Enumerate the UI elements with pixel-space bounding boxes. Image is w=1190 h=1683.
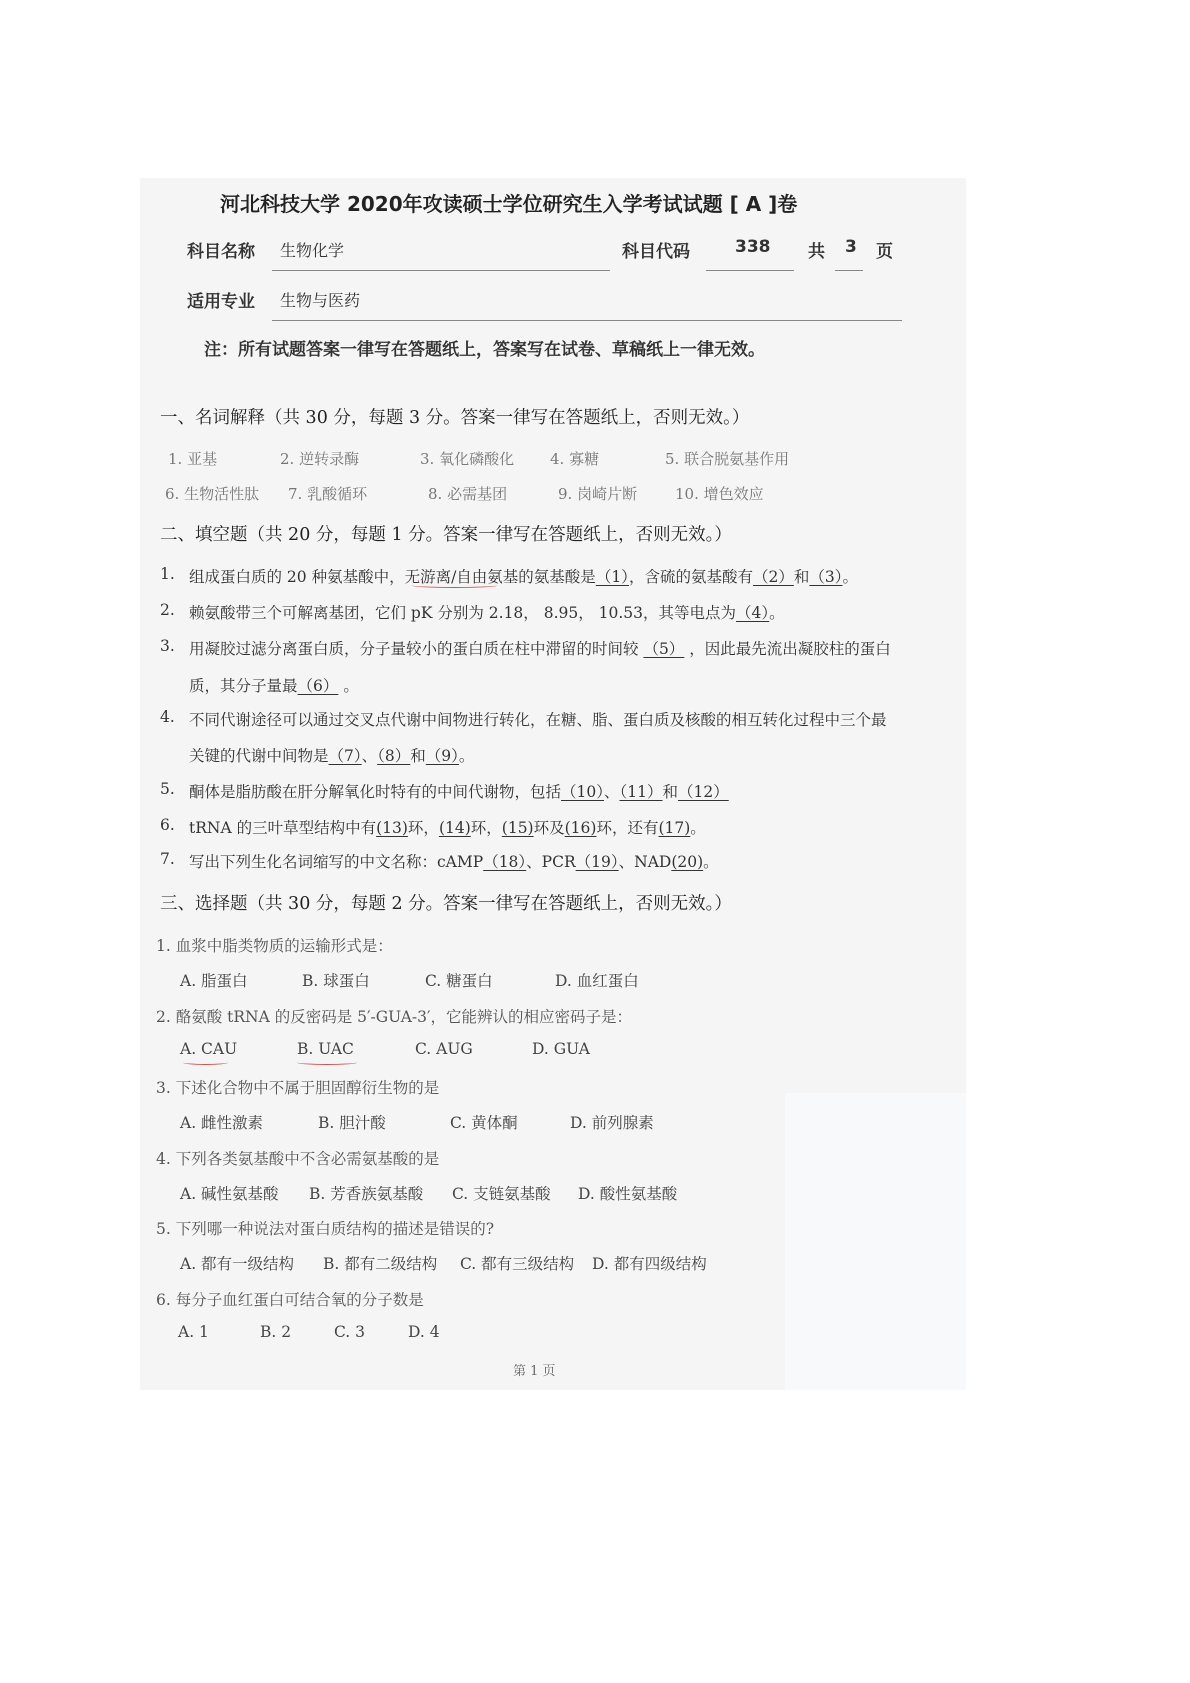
question-number: 5.: [160, 780, 175, 798]
term-item: 3. 氧化磷酸化: [420, 450, 515, 468]
mc-question: 5. 下列哪一种说法对蛋白质结构的描述是错误的?: [156, 1220, 495, 1238]
question-text: 和: [793, 568, 810, 586]
question-text: 关键的代谢中间物是: [189, 747, 329, 765]
mc-option: B. 都有二级结构: [323, 1255, 438, 1273]
answer-blank: （1）: [595, 568, 629, 586]
fill-question-line: [189, 780, 729, 802]
question-text: 。: [690, 819, 706, 837]
mc-option: A. CAU: [180, 1040, 238, 1058]
answer-blank: (20): [671, 853, 704, 871]
mc-option: A. 1: [178, 1323, 209, 1341]
mc-option: A. 脂蛋白: [180, 972, 248, 990]
question-text: 不同代谢途径可以通过交叉点代谢中间物进行转化，在糖、脂、蛋白质及核酸的相互转化过程中三个最: [189, 711, 887, 729]
mc-option: C. 都有三级结构: [460, 1255, 575, 1273]
mc-option: C. 糖蛋白: [425, 972, 493, 990]
fill-question-line: [189, 674, 359, 696]
fill-question-line: [189, 850, 719, 872]
question-number: 1.: [160, 565, 175, 583]
mc-option: D. GUA: [532, 1040, 590, 1058]
mc-option: B. UAC: [297, 1040, 354, 1058]
answer-blank: （6）: [297, 677, 339, 695]
question-text: 、: [361, 747, 378, 765]
mc-option: C. 支链氨基酸: [452, 1185, 551, 1203]
question-text: ，含硫的氨基酸有: [628, 568, 753, 586]
question-text: 环，还有: [596, 819, 659, 837]
answer-blank: （7）: [328, 747, 362, 765]
pages-value: 3: [845, 237, 857, 257]
fill-question-line: [189, 601, 785, 623]
fill-question-line: [189, 637, 891, 659]
answer-blank: （3）: [809, 568, 843, 586]
mc-option: C. 3: [334, 1323, 366, 1341]
question-text: 、NAD: [618, 853, 672, 871]
mc-question: 3. 下述化合物中不属于胆固醇衍生物的是: [156, 1079, 440, 1097]
mc-option: B. 芳香族氨基酸: [309, 1185, 424, 1203]
mc-question: 6. 每分子血红蛋白可结合氧的分子数是: [156, 1291, 424, 1309]
section2-heading: 二、填空题（共 20 分，每题 1 分。答案一律写在答题纸上，否则无效。）: [160, 525, 732, 545]
major-label: 适用专业: [187, 292, 255, 312]
question-number: 7.: [160, 850, 175, 868]
question-text: 赖氨酸带三个可解离基团，它们 pK 分别为 2.18， 8.95， 10.53，其等电点为: [189, 604, 737, 622]
red-pen-mark: [183, 1060, 228, 1065]
mc-option: D. 酸性氨基酸: [578, 1185, 678, 1203]
answer-blank: (14): [438, 819, 471, 837]
page-number: 第 1 页: [513, 1364, 556, 1379]
question-text: 用凝胶过滤分离蛋白质，分子量较小的蛋白质在柱中滞留的时间较: [189, 640, 644, 658]
mc-option: A. 雌性激素: [180, 1114, 264, 1132]
scan-blank-patch: [785, 1093, 966, 1390]
mc-option: C. 黄体酮: [450, 1114, 518, 1132]
term-item: 4. 寡糖: [550, 450, 600, 468]
code-rule: [706, 270, 794, 271]
answer-blank: （4）: [736, 604, 770, 622]
question-text: 写出下列生化名词缩写的中文名称：cAMP: [189, 853, 484, 871]
mc-option: D. 血红蛋白: [555, 972, 639, 990]
mc-option: B. 球蛋白: [302, 972, 370, 990]
answer-blank: （8）: [377, 747, 411, 765]
code-value: 338: [735, 237, 771, 257]
section3-heading: 三、选择题（共 30 分，每题 2 分。答案一律写在答题纸上，否则无效。）: [160, 894, 732, 914]
question-number: 6.: [160, 816, 175, 834]
question-text: 。: [458, 747, 475, 765]
subject-label: 科目名称: [187, 242, 255, 262]
question-text: 。: [703, 853, 719, 871]
major-value: 生物与医药: [280, 291, 361, 310]
question-text: 和: [662, 783, 679, 801]
term-item: 2. 逆转录酶: [280, 450, 360, 468]
answer-blank: （10）: [561, 783, 604, 801]
question-text: 和: [410, 747, 426, 765]
question-text: 酮体是脂肪酸在肝分解氧化时特有的中间代谢物，包括: [189, 783, 562, 801]
section1-heading: 一、名词解释（共 30 分，每题 3 分。答案一律写在答题纸上，否则无效。）: [160, 408, 750, 428]
subject-rule: [272, 270, 610, 271]
answer-blank: （19）: [575, 853, 619, 871]
answer-blank: （11）: [619, 783, 663, 801]
term-item: 8. 必需基团: [428, 485, 508, 503]
major-rule: [272, 320, 902, 321]
answer-blank: (17): [658, 819, 691, 837]
term-item: 6. 生物活性肽: [165, 485, 260, 503]
question-number: 4.: [160, 708, 175, 726]
term-item: 1. 亚基: [168, 450, 218, 468]
mc-question: 2. 酪氨酸 tRNA 的反密码是 5′-GUA-3′，它能辨认的相应密码子是：: [156, 1008, 633, 1026]
term-item: 9. 岗崎片断: [558, 485, 638, 503]
mc-question: 4. 下列各类氨基酸中不含必需氨基酸的是: [156, 1150, 440, 1168]
question-text: 环及: [533, 819, 565, 837]
pages-suffix: 页: [876, 242, 893, 262]
answer-blank: (16): [564, 819, 597, 837]
pages-rule: [835, 270, 863, 271]
question-text: 。: [769, 604, 785, 622]
answer-blank: (15): [501, 819, 534, 837]
code-label: 科目代码: [622, 242, 690, 262]
term-item: 5. 联合脱氨基作用: [665, 450, 790, 468]
fill-question-line: [189, 708, 887, 730]
term-item: 10. 增色效应: [675, 485, 764, 503]
mc-option: A. 都有一级结构: [180, 1255, 295, 1273]
question-text: ，因此最先流出凝胶柱的蛋白: [684, 640, 891, 658]
question-text: tRNA 的三叶草型结构中有: [189, 819, 377, 837]
mc-option: D. 前列腺素: [570, 1114, 654, 1132]
question-text: 、: [604, 783, 620, 801]
question-number: 3.: [160, 637, 175, 655]
question-number: 2.: [160, 601, 175, 619]
question-text: 、PCR: [526, 853, 576, 871]
question-text: 组成蛋白质的 20 种氨基酸中，无游离/自由氨基的氨基酸是: [189, 568, 596, 586]
answer-blank: （9）: [425, 747, 459, 765]
question-text: 环，: [407, 819, 439, 837]
fill-question-line: [189, 565, 858, 587]
answer-blank: （18）: [483, 853, 527, 871]
mc-option: B. 胆汁酸: [318, 1114, 386, 1132]
answer-blank: （12）: [678, 783, 729, 801]
answer-blank: （2）: [752, 568, 794, 586]
question-text: 环，: [470, 819, 502, 837]
answer-blank: (13): [376, 819, 408, 837]
term-item: 7. 乳酸循环: [288, 485, 368, 503]
question-text: 。: [338, 677, 359, 695]
exam-title: 河北科技大学 2020年攻读硕士学位研究生入学考试试题 [ A ]卷: [220, 192, 798, 216]
fill-question-line: [189, 816, 706, 838]
exam-note: 注：所有试题答案一律写在答题纸上，答案写在试卷、草稿纸上一律无效。: [204, 340, 765, 360]
pages-prefix: 共: [808, 242, 825, 262]
mc-option: A. 碱性氨基酸: [180, 1185, 279, 1203]
question-text: 质，其分子量最: [189, 677, 298, 695]
question-text: 。: [842, 568, 858, 586]
mc-option: D. 4: [408, 1323, 440, 1341]
red-pen-mark: [297, 1060, 357, 1065]
subject-value: 生物化学: [280, 241, 345, 260]
mc-option: D. 都有四级结构: [592, 1255, 707, 1273]
mc-question: 1. 血浆中脂类物质的运输形式是：: [156, 937, 393, 955]
answer-blank: （5）: [643, 640, 685, 658]
fill-question-line: [189, 744, 474, 766]
mc-option: B. 2: [260, 1323, 292, 1341]
mc-option: C. AUG: [415, 1040, 473, 1058]
